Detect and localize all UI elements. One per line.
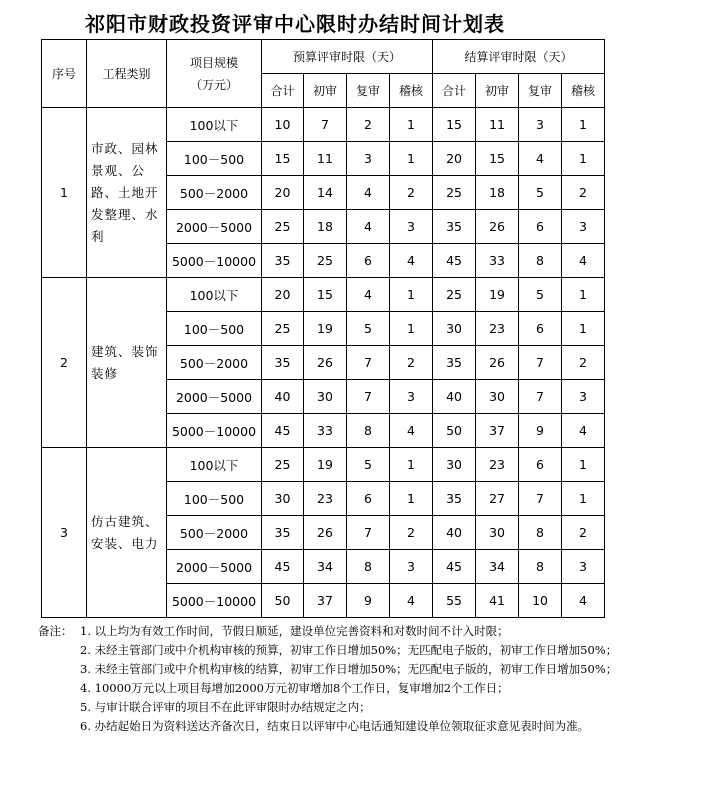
note-text: 4. 10000万元以上项目每增加2000万元初审增加8个工作日，复审增加2个工作日； bbox=[80, 681, 509, 695]
budget-days-cell: 10 bbox=[262, 108, 304, 142]
budget-days-cell: 35 bbox=[262, 516, 304, 550]
scale-cell: 2000－5000 bbox=[167, 380, 262, 414]
settle-days-cell: 6 bbox=[519, 312, 562, 346]
settle-days-cell: 18 bbox=[476, 176, 519, 210]
settle-days-cell: 3 bbox=[562, 380, 605, 414]
schedule-table bbox=[41, 39, 605, 618]
budget-days-cell: 4 bbox=[347, 210, 390, 244]
settle-days-cell: 40 bbox=[433, 380, 476, 414]
settle-days-cell: 30 bbox=[476, 516, 519, 550]
seq-cell: 3 bbox=[42, 448, 87, 618]
budget-days-cell: 1 bbox=[390, 312, 433, 346]
notes-label: 备注： bbox=[38, 624, 73, 638]
settle-days-cell: 4 bbox=[562, 414, 605, 448]
budget-days-cell: 4 bbox=[390, 244, 433, 278]
settle-days-cell: 8 bbox=[519, 244, 562, 278]
header-category: 工程类别 bbox=[87, 40, 167, 108]
budget-days-cell: 2 bbox=[390, 516, 433, 550]
seq-cell: 2 bbox=[42, 278, 87, 448]
scale-cell: 500－2000 bbox=[167, 516, 262, 550]
settle-days-cell: 10 bbox=[519, 584, 562, 618]
settle-days-cell: 27 bbox=[476, 482, 519, 516]
budget-days-cell: 1 bbox=[390, 278, 433, 312]
settle-days-cell: 1 bbox=[562, 108, 605, 142]
budget-days-cell: 45 bbox=[262, 414, 304, 448]
budget-days-cell: 3 bbox=[347, 142, 390, 176]
budget-days-cell: 45 bbox=[262, 550, 304, 584]
scale-cell: 100以下 bbox=[167, 448, 262, 482]
budget-days-cell: 23 bbox=[304, 482, 347, 516]
scale-cell: 500－2000 bbox=[167, 176, 262, 210]
settle-days-cell: 8 bbox=[519, 516, 562, 550]
category-line: 发整理、水 bbox=[91, 206, 159, 222]
note-item bbox=[38, 679, 618, 698]
settle-days-cell: 4 bbox=[519, 142, 562, 176]
table-row bbox=[42, 278, 605, 312]
settle-days-cell: 33 bbox=[476, 244, 519, 278]
header-settle-total: 合计 bbox=[433, 74, 476, 108]
budget-days-cell: 30 bbox=[304, 380, 347, 414]
scale-cell: 2000－5000 bbox=[167, 550, 262, 584]
settle-days-cell: 23 bbox=[476, 448, 519, 482]
scale-cell: 100以下 bbox=[167, 108, 262, 142]
header-budget-group: 预算评审时限（天） bbox=[262, 40, 433, 74]
note-item bbox=[38, 698, 618, 717]
budget-days-cell: 35 bbox=[262, 244, 304, 278]
settle-days-cell: 45 bbox=[433, 244, 476, 278]
category-cell bbox=[87, 108, 167, 278]
note-item bbox=[38, 622, 618, 641]
header-scale bbox=[167, 40, 262, 108]
note-text: 3. 未经主管部门或中介机构审核的结算，初审工作日增加50%；无匹配电子版的，初审工作日增加50%； bbox=[80, 662, 618, 676]
budget-days-cell: 1 bbox=[390, 142, 433, 176]
settle-days-cell: 55 bbox=[433, 584, 476, 618]
settle-days-cell: 1 bbox=[562, 448, 605, 482]
budget-days-cell: 4 bbox=[390, 584, 433, 618]
budget-days-cell: 2 bbox=[347, 108, 390, 142]
category-line: 景观、公 bbox=[91, 162, 146, 178]
header-seq: 序号 bbox=[42, 40, 87, 108]
settle-days-cell: 23 bbox=[476, 312, 519, 346]
settle-days-cell: 4 bbox=[562, 244, 605, 278]
header-row-1 bbox=[42, 40, 605, 74]
settle-days-cell: 50 bbox=[433, 414, 476, 448]
budget-days-cell: 1 bbox=[390, 108, 433, 142]
budget-days-cell: 7 bbox=[347, 380, 390, 414]
budget-days-cell: 25 bbox=[262, 448, 304, 482]
budget-days-cell: 19 bbox=[304, 448, 347, 482]
budget-days-cell: 7 bbox=[347, 516, 390, 550]
table-row bbox=[42, 108, 605, 142]
budget-days-cell: 34 bbox=[304, 550, 347, 584]
budget-days-cell: 35 bbox=[262, 346, 304, 380]
settle-days-cell: 35 bbox=[433, 346, 476, 380]
category-line: 建筑、装饰 bbox=[91, 343, 159, 359]
table-row bbox=[42, 448, 605, 482]
budget-days-cell: 30 bbox=[262, 482, 304, 516]
settle-days-cell: 2 bbox=[562, 176, 605, 210]
settle-days-cell: 1 bbox=[562, 278, 605, 312]
settle-days-cell: 11 bbox=[476, 108, 519, 142]
budget-days-cell: 15 bbox=[262, 142, 304, 176]
scale-cell: 500－2000 bbox=[167, 346, 262, 380]
category-cell bbox=[87, 278, 167, 448]
settle-days-cell: 35 bbox=[433, 210, 476, 244]
budget-days-cell: 26 bbox=[304, 516, 347, 550]
header-scale-line1: 项目规模 bbox=[189, 55, 238, 70]
header-settle-group: 结算评审时限（天） bbox=[433, 40, 605, 74]
budget-days-cell: 18 bbox=[304, 210, 347, 244]
settle-days-cell: 1 bbox=[562, 312, 605, 346]
budget-days-cell: 20 bbox=[262, 176, 304, 210]
budget-days-cell: 4 bbox=[390, 414, 433, 448]
settle-days-cell: 34 bbox=[476, 550, 519, 584]
settle-days-cell: 25 bbox=[433, 176, 476, 210]
settle-days-cell: 19 bbox=[476, 278, 519, 312]
budget-days-cell: 7 bbox=[304, 108, 347, 142]
note-item bbox=[38, 660, 618, 679]
budget-days-cell: 5 bbox=[347, 312, 390, 346]
budget-days-cell: 4 bbox=[347, 176, 390, 210]
header-scale-line2: （万元） bbox=[189, 77, 238, 92]
budget-days-cell: 3 bbox=[390, 210, 433, 244]
budget-days-cell: 3 bbox=[390, 550, 433, 584]
settle-days-cell: 30 bbox=[433, 448, 476, 482]
settle-days-cell: 9 bbox=[519, 414, 562, 448]
scale-cell: 5000－10000 bbox=[167, 244, 262, 278]
settle-days-cell: 45 bbox=[433, 550, 476, 584]
settle-days-cell: 3 bbox=[562, 210, 605, 244]
settle-days-cell: 15 bbox=[433, 108, 476, 142]
budget-days-cell: 1 bbox=[390, 448, 433, 482]
note-text: 5. 与审计联合评审的项目不在此评审限时办结规定之内； bbox=[80, 700, 371, 714]
budget-days-cell: 9 bbox=[347, 584, 390, 618]
header-settle-review: 复审 bbox=[519, 74, 562, 108]
category-line: 安装、电力 bbox=[91, 535, 159, 551]
budget-days-cell: 37 bbox=[304, 584, 347, 618]
settle-days-cell: 30 bbox=[433, 312, 476, 346]
header-budget-initial: 初审 bbox=[304, 74, 347, 108]
budget-days-cell: 26 bbox=[304, 346, 347, 380]
scale-cell: 100以下 bbox=[167, 278, 262, 312]
settle-days-cell: 6 bbox=[519, 448, 562, 482]
notes bbox=[38, 622, 618, 736]
scale-cell: 5000－10000 bbox=[167, 414, 262, 448]
budget-days-cell: 19 bbox=[304, 312, 347, 346]
settle-days-cell: 6 bbox=[519, 210, 562, 244]
settle-days-cell: 7 bbox=[519, 482, 562, 516]
settle-days-cell: 3 bbox=[519, 108, 562, 142]
budget-days-cell: 11 bbox=[304, 142, 347, 176]
budget-days-cell: 5 bbox=[347, 448, 390, 482]
note-text: 1. 以上均为有效工作时间，节假日顺延，建设单位完善资料和对数时间不计入时限； bbox=[80, 624, 509, 638]
budget-days-cell: 50 bbox=[262, 584, 304, 618]
settle-days-cell: 2 bbox=[562, 346, 605, 380]
budget-days-cell: 33 bbox=[304, 414, 347, 448]
budget-days-cell: 15 bbox=[304, 278, 347, 312]
header-budget-total: 合计 bbox=[262, 74, 304, 108]
page-title: 祁阳市财政投资评审中心限时办结时间计划表 bbox=[85, 12, 505, 36]
settle-days-cell: 25 bbox=[433, 278, 476, 312]
settle-days-cell: 1 bbox=[562, 142, 605, 176]
budget-days-cell: 25 bbox=[262, 312, 304, 346]
budget-days-cell: 6 bbox=[347, 482, 390, 516]
budget-days-cell: 6 bbox=[347, 244, 390, 278]
budget-days-cell: 20 bbox=[262, 278, 304, 312]
seq-cell: 1 bbox=[42, 108, 87, 278]
header-budget-review: 复审 bbox=[347, 74, 390, 108]
budget-days-cell: 4 bbox=[347, 278, 390, 312]
settle-days-cell: 1 bbox=[562, 482, 605, 516]
category-line: 仿古建筑、 bbox=[91, 513, 159, 529]
category-line: 装修 bbox=[91, 365, 119, 381]
settle-days-cell: 2 bbox=[562, 516, 605, 550]
budget-days-cell: 40 bbox=[262, 380, 304, 414]
settle-days-cell: 26 bbox=[476, 210, 519, 244]
settle-days-cell: 3 bbox=[562, 550, 605, 584]
category-line: 利 bbox=[91, 228, 105, 244]
scale-cell: 100－500 bbox=[167, 312, 262, 346]
settle-days-cell: 35 bbox=[433, 482, 476, 516]
settle-days-cell: 7 bbox=[519, 346, 562, 380]
header-settle-audit: 稽核 bbox=[562, 74, 605, 108]
header-settle-initial: 初审 bbox=[476, 74, 519, 108]
settle-days-cell: 26 bbox=[476, 346, 519, 380]
budget-days-cell: 2 bbox=[390, 346, 433, 380]
scale-cell: 5000－10000 bbox=[167, 584, 262, 618]
settle-days-cell: 4 bbox=[562, 584, 605, 618]
settle-days-cell: 30 bbox=[476, 380, 519, 414]
budget-days-cell: 3 bbox=[390, 380, 433, 414]
budget-days-cell: 2 bbox=[390, 176, 433, 210]
scale-cell: 100－500 bbox=[167, 482, 262, 516]
category-cell bbox=[87, 448, 167, 618]
settle-days-cell: 37 bbox=[476, 414, 519, 448]
note-item bbox=[38, 717, 618, 736]
header-budget-audit: 稽核 bbox=[390, 74, 433, 108]
settle-days-cell: 40 bbox=[433, 516, 476, 550]
scale-cell: 2000－5000 bbox=[167, 210, 262, 244]
category-line: 路、土地开 bbox=[91, 184, 159, 200]
budget-days-cell: 14 bbox=[304, 176, 347, 210]
category-line: 市政、园林 bbox=[91, 140, 159, 156]
settle-days-cell: 7 bbox=[519, 380, 562, 414]
settle-days-cell: 20 bbox=[433, 142, 476, 176]
note-text: 2. 未经主管部门或中介机构审核的预算，初审工作日增加50%；无匹配电子版的，初审工作日增加50%； bbox=[80, 643, 618, 657]
settle-days-cell: 15 bbox=[476, 142, 519, 176]
budget-days-cell: 1 bbox=[390, 482, 433, 516]
settle-days-cell: 5 bbox=[519, 278, 562, 312]
budget-days-cell: 8 bbox=[347, 550, 390, 584]
settle-days-cell: 41 bbox=[476, 584, 519, 618]
budget-days-cell: 7 bbox=[347, 346, 390, 380]
settle-days-cell: 5 bbox=[519, 176, 562, 210]
note-text: 6. 办结起始日为资料送达齐备次日，结束日以评审中心电话通知建设单位领取征求意见表时间为准。 bbox=[80, 719, 590, 733]
scale-cell: 100－500 bbox=[167, 142, 262, 176]
budget-days-cell: 25 bbox=[262, 210, 304, 244]
settle-days-cell: 8 bbox=[519, 550, 562, 584]
budget-days-cell: 25 bbox=[304, 244, 347, 278]
note-item bbox=[38, 641, 618, 660]
budget-days-cell: 8 bbox=[347, 414, 390, 448]
